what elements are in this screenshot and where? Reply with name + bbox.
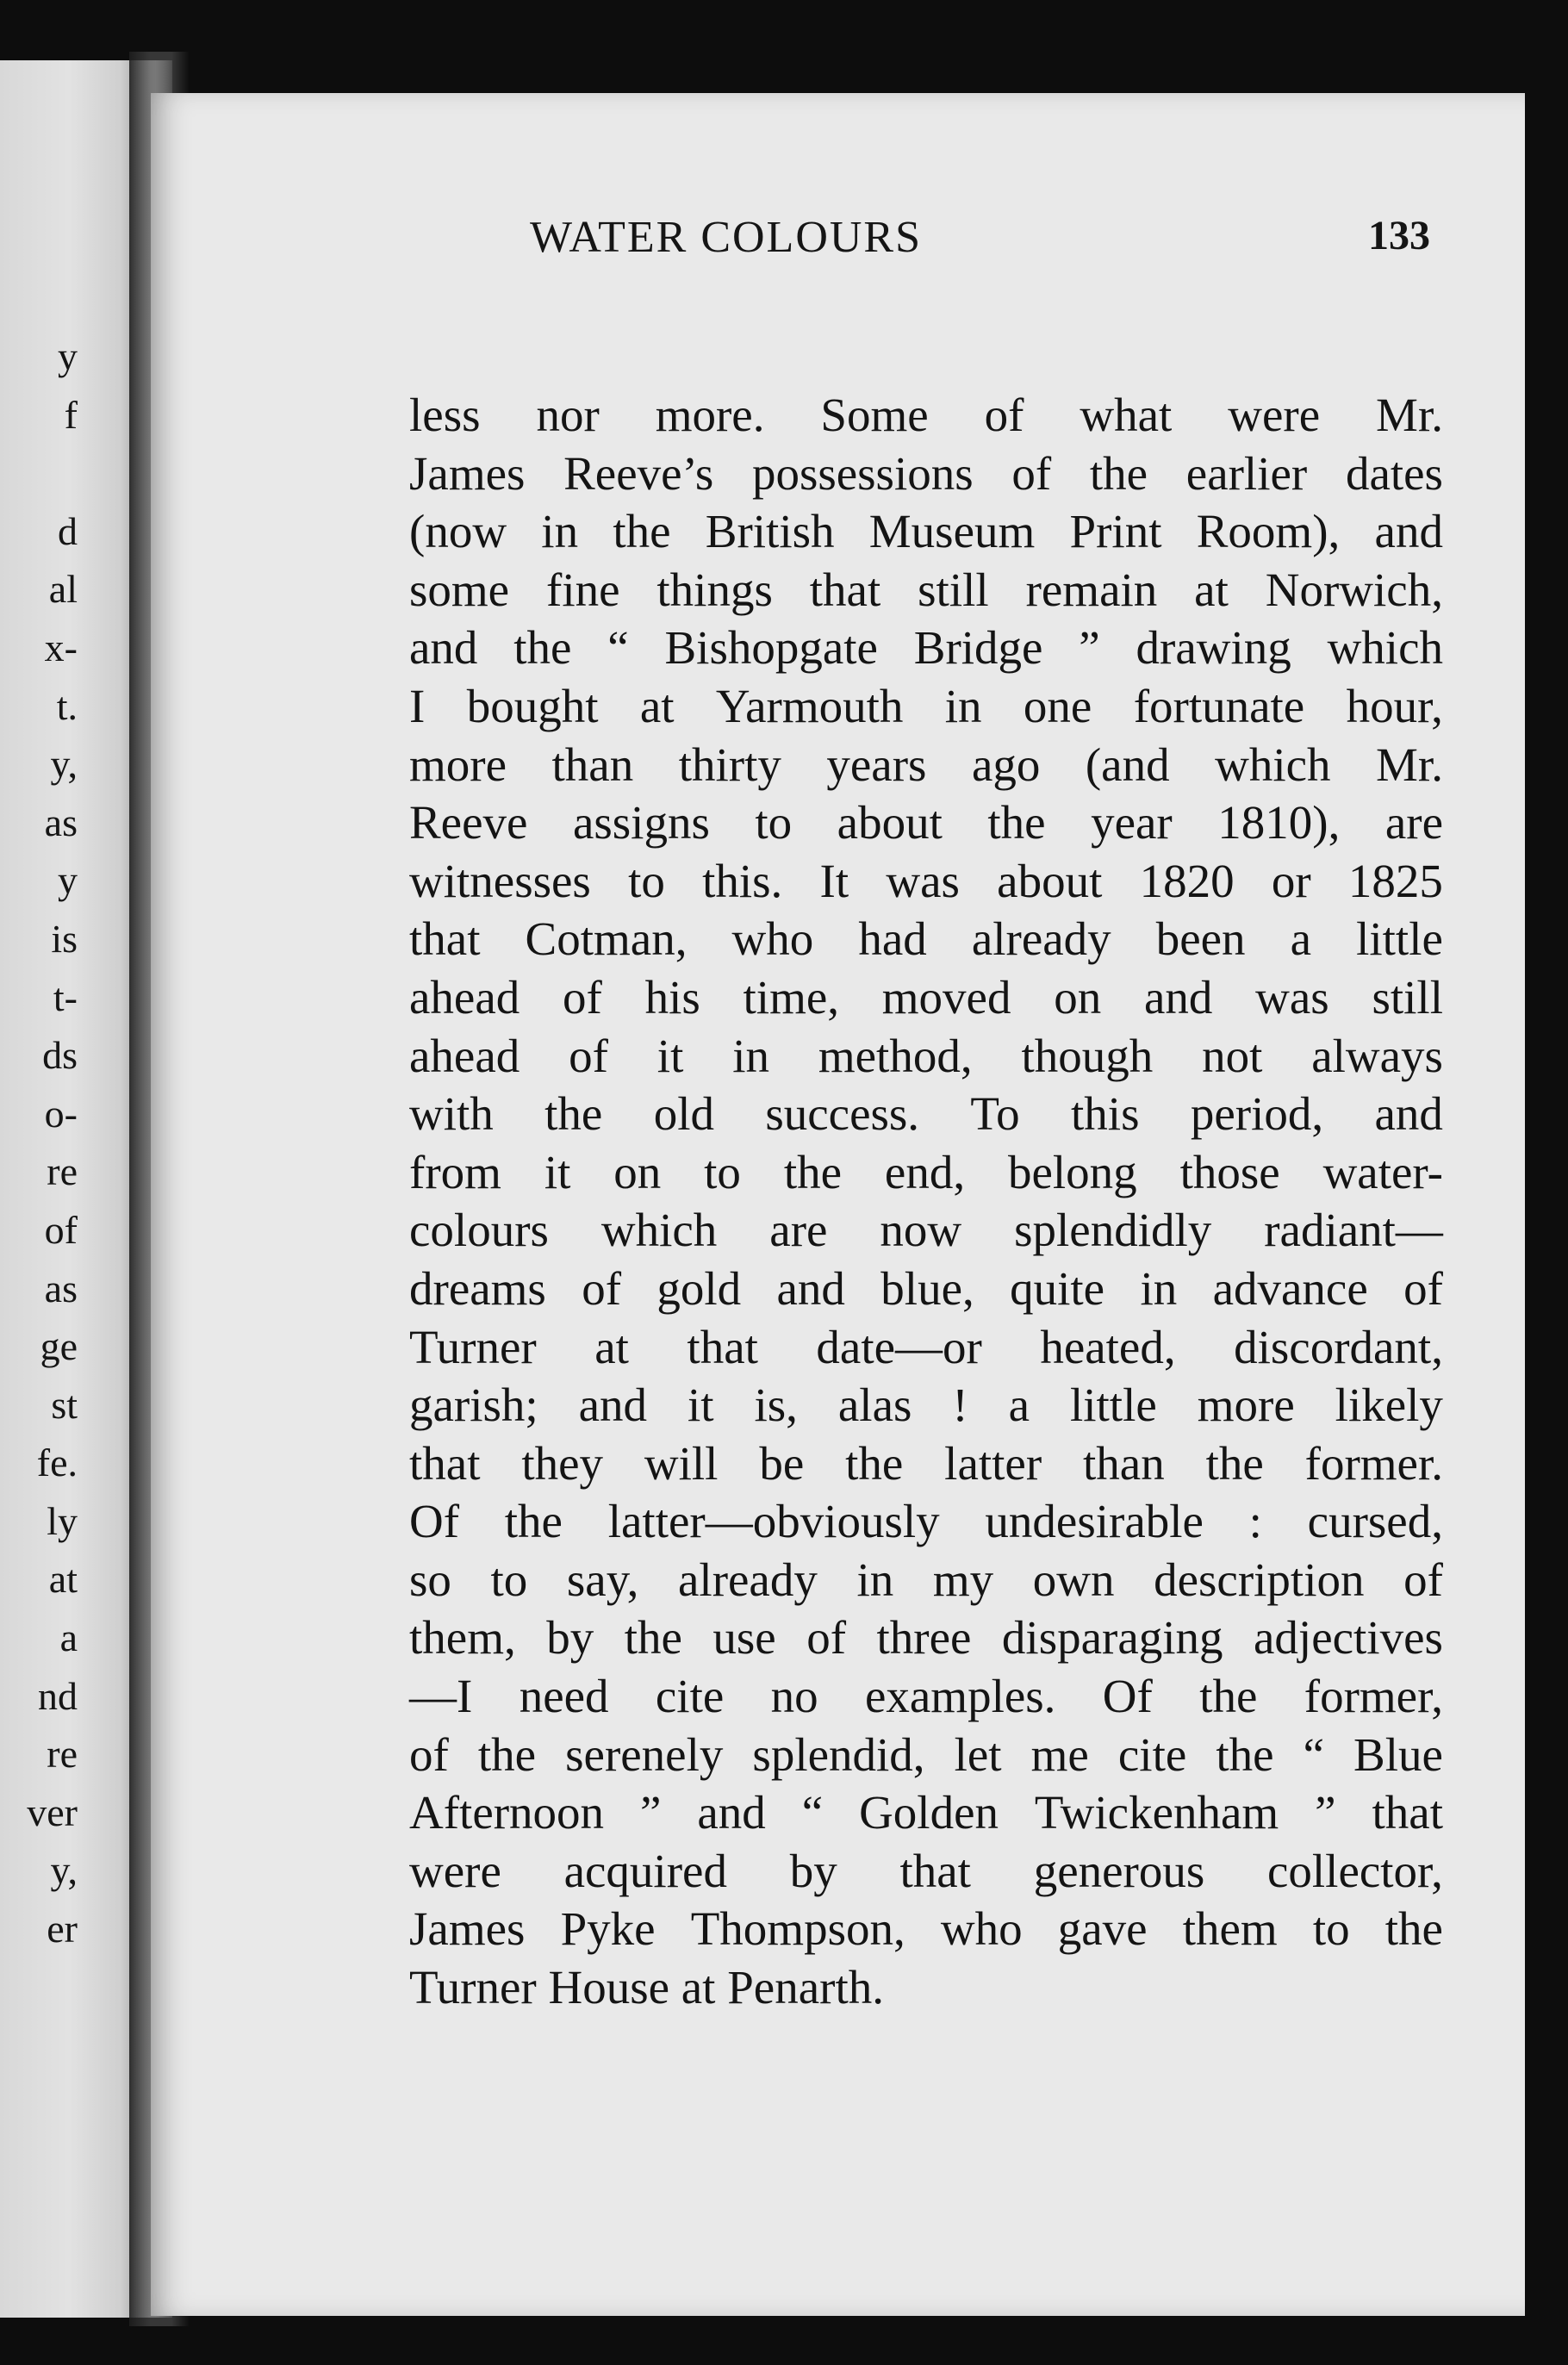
previous-page-fragment: y (58, 334, 78, 378)
body-line: ahead of his time, moved on and was still (409, 970, 1443, 1024)
body-line: ahead of it in method, though not always (409, 1029, 1443, 1082)
body-line: from it on to the end, belong those water- (409, 1145, 1443, 1198)
body-line: less nor more. Some of what were Mr. (409, 389, 1443, 441)
previous-page-fragment: al (48, 567, 78, 612)
previous-page-fragment: ver (27, 1789, 78, 1834)
previous-page-fragment: ly (47, 1498, 78, 1543)
previous-page-fragment: is (51, 916, 78, 961)
previous-page-fragment: at (48, 1557, 78, 1602)
previous-page-fragment: f (64, 392, 78, 437)
previous-page-fragment: ds (42, 1033, 78, 1078)
previous-page-fragment: nd (38, 1673, 78, 1718)
previous-page-fragment: as (44, 800, 78, 844)
body-line: I bought at Yarmouth in one fortunate hour, (409, 679, 1443, 732)
body-line: and the “ Bishopgate Bridge ” drawing which (409, 621, 1443, 675)
previous-page-fragment: fe. (36, 1441, 78, 1485)
body-line: Reeve assigns to about the year 1810), are (409, 796, 1443, 850)
body-line: witnesses to this. It was about 1820 or 1825 (409, 854, 1443, 907)
previous-page-line-endings (0, 327, 78, 1958)
body-line: James Pyke Thompson, who gave them to the (409, 1902, 1443, 1956)
body-line: them, by the use of three disparaging adjectives (409, 1611, 1443, 1665)
previous-page-fragment: d (58, 508, 78, 553)
previous-page-fragment: o- (44, 1091, 78, 1136)
book-page (151, 93, 1525, 2316)
previous-page-fragment: t- (53, 974, 78, 1019)
previous-page-fragment: y (58, 858, 78, 903)
body-line: —I need cite no examples. Of the former, (409, 1670, 1443, 1723)
body-line: were acquired by that generous collector, (409, 1844, 1443, 1897)
body-line: James Reeve’s possessions of the earlier dates (409, 446, 1443, 500)
body-line: some fine things that still remain at Norwich, (409, 563, 1443, 616)
body-line: so to say, already in my own description of (409, 1553, 1443, 1606)
body-line: Turner House at Penarth. (409, 1961, 884, 2014)
body-line: dreams of gold and blue, quite in advance of (409, 1261, 1443, 1315)
body-text (409, 386, 1443, 2017)
previous-page-fragment: a (59, 1615, 78, 1660)
previous-page-fragment: x- (44, 625, 78, 669)
previous-page-fragment: t. (56, 683, 78, 728)
body-line: with the old success. To this period, and (409, 1087, 1443, 1141)
running-head (530, 212, 1443, 272)
previous-page-fragment (0, 444, 78, 502)
previous-page-fragment: st (51, 1382, 78, 1427)
previous-page-fragment: of (44, 1207, 78, 1252)
body-line: that they will be the latter than the former. (409, 1436, 1443, 1490)
previous-page-fragment: re (47, 1149, 78, 1194)
previous-page-fragment: er (47, 1907, 78, 1951)
body-line: Turner at that date—or heated, discordant, (409, 1320, 1443, 1373)
previous-page-fragment: ge (40, 1324, 78, 1369)
previous-page-fragment: y, (50, 742, 78, 787)
body-line: garish; and it is, alas ! a little more likely (409, 1379, 1443, 1432)
running-head-title: WATER COLOURS (530, 213, 923, 262)
body-line: more than thirty years ago (and which Mr. (409, 738, 1443, 791)
body-line: colours which are now splendidly radiant— (409, 1204, 1443, 1257)
previous-page-fragment: re (47, 1732, 78, 1777)
body-line: Afternoon ” and “ Golden Twickenham ” that (409, 1786, 1443, 1839)
body-line: Of the latter—obviously undesirable : cursed, (409, 1495, 1443, 1548)
body-line: of the serenely splendid, let me cite the “ Blue (409, 1727, 1443, 1781)
page-number: 133 (1368, 213, 1430, 258)
previous-page-fragment: as (44, 1266, 78, 1310)
previous-page-fragment: y, (50, 1848, 78, 1893)
body-line: that Cotman, who had already been a little (409, 912, 1443, 966)
body-line: (now in the British Museum Print Room), and (409, 505, 1443, 558)
